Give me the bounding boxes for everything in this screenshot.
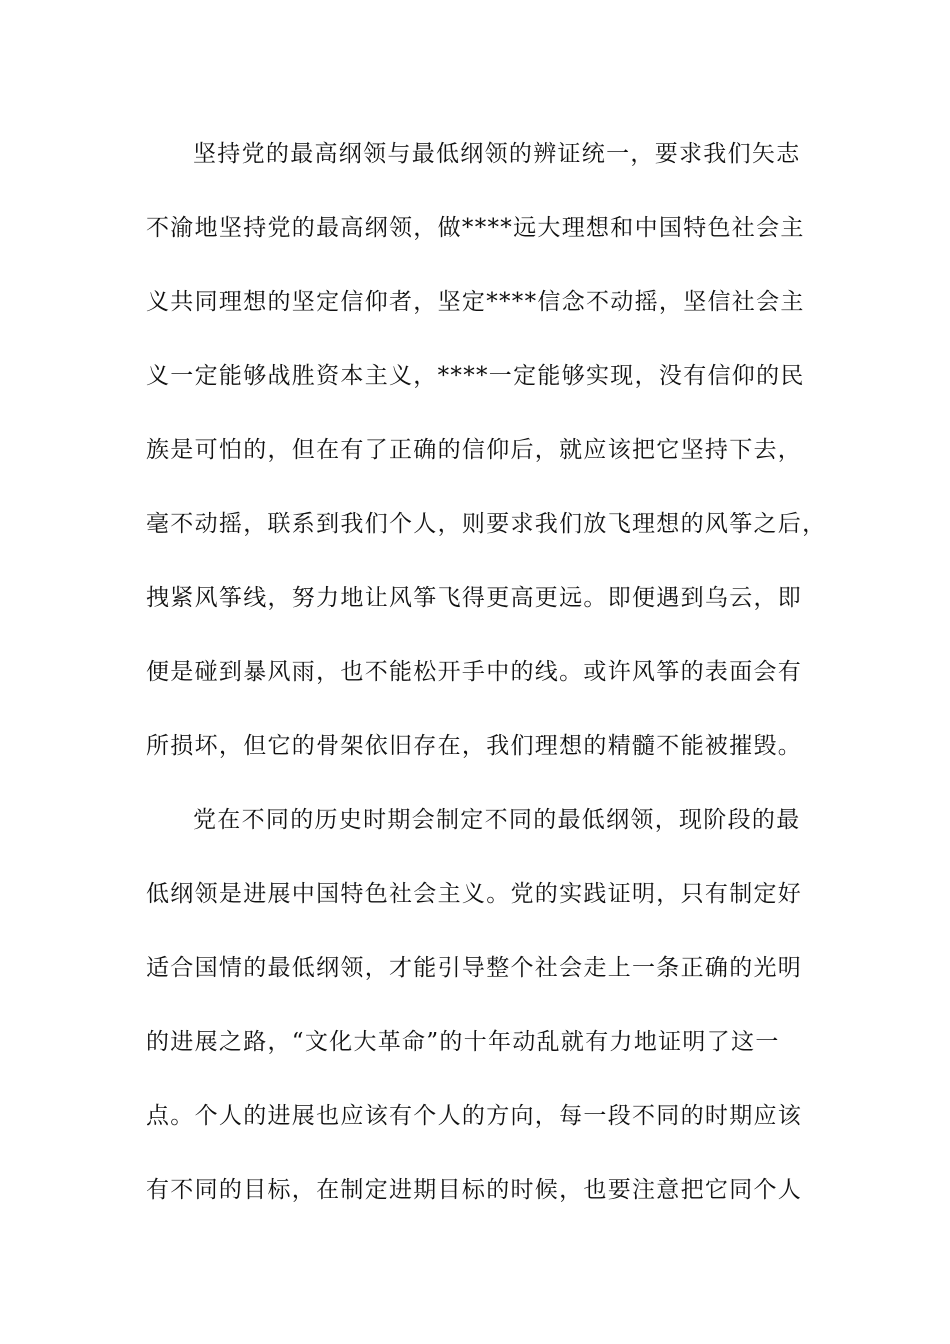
paragraph-1-line-5: 族是可怕的，但在有了正确的信仰后，就应该把它坚持下去， [146,437,803,463]
paragraph-2-line-2: 低纲领是进展中国特色社会主义。党的实践证明，只有制定好 [146,881,803,907]
paragraph-1-line-9: 所损坏，但它的骨架依旧存在，我们理想的精髓不能被摧毁。 [146,733,803,759]
paragraph-2-line-5: 点。个人的进展也应该有个人的方向，每一段不同的时期应该 [146,1103,803,1129]
paragraph-1-line-6: 毫不动摇，联系到我们个人，则要求我们放飞理想的风筝之后， [146,511,827,537]
paragraph-2-line-1: 党在不同的历史时期会制定不同的最低纲领，现阶段的最 [193,807,801,833]
paragraph-1-line-7: 拽紧风筝线，努力地让风筝飞得更高更远。即便遇到乌云，即 [146,585,803,611]
paragraph-1-line-2: 不渝地坚持党的最高纲领，做****远大理想和中国特色社会主 [146,215,805,241]
paragraph-2-line-3: 适合国情的最低纲领，才能引导整个社会走上一条正确的光明 [146,955,803,981]
paragraph-2-line-4: 的进展之路，“文化大革命”的十年动乱就有力地证明了这一 [146,1029,780,1055]
paragraph-2-line-6: 有不同的目标，在制定进期目标的时候，也要注意把它同个人 [146,1177,803,1203]
paragraph-1-line-4: 义一定能够战胜资本主义，****一定能够实现，没有信仰的民 [146,363,805,389]
paragraph-1-line-3: 义共同理想的坚定信仰者，坚定****信念不动摇，坚信社会主 [146,289,805,315]
paragraph-1-line-8: 便是碰到暴风雨，也不能松开手中的线。或许风筝的表面会有 [146,659,803,685]
paragraph-1-line-1: 坚持党的最高纲领与最低纲领的辨证统一，要求我们矢志 [193,141,801,167]
